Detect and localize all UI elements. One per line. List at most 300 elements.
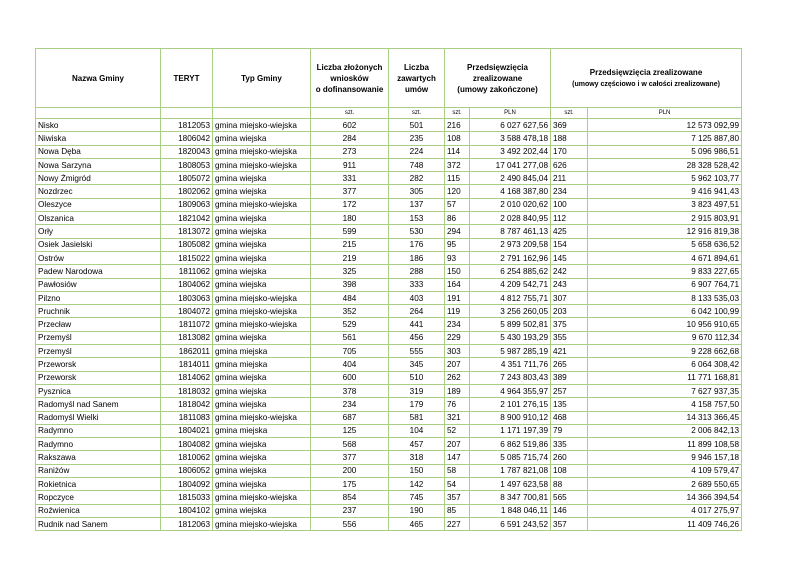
cell-contracts: 456 xyxy=(389,331,445,344)
table-row xyxy=(36,225,742,238)
cell-applications: 378 xyxy=(311,384,389,397)
cell-type: gmina wiejska xyxy=(213,172,311,185)
cell-all-pln: 9 228 662,68 xyxy=(588,345,742,358)
cell-all-pln: 8 133 535,03 xyxy=(588,291,742,304)
cell-contracts: 264 xyxy=(389,305,445,318)
cell-type: gmina wiejska xyxy=(213,238,311,251)
cell-contracts: 150 xyxy=(389,464,445,477)
cell-completed-pln: 8 900 910,12 xyxy=(470,411,551,424)
cell-completed-count: 150 xyxy=(445,265,470,278)
cell-teryt: 1812053 xyxy=(161,119,213,132)
cell-completed-pln: 17 041 277,08 xyxy=(470,158,551,171)
cell-completed-pln: 6 027 627,56 xyxy=(470,119,551,132)
cell-name: Osiek Jasielski xyxy=(36,238,161,251)
table-row xyxy=(36,251,742,264)
table-row xyxy=(36,384,742,397)
cell-type: gmina miejsko-wiejska xyxy=(213,517,311,530)
cell-all-count: 626 xyxy=(551,158,588,171)
table-row xyxy=(36,212,742,225)
cell-applications: 561 xyxy=(311,331,389,344)
cell-all-count: 369 xyxy=(551,119,588,132)
cell-applications: 237 xyxy=(311,504,389,517)
cell-applications: 175 xyxy=(311,478,389,491)
cell-completed-pln: 3 588 478,18 xyxy=(470,132,551,145)
cell-type: gmina wiejska xyxy=(213,371,311,384)
header-completed-projects: Przedsięwzięcia zrealizowane (umowy zakończone) xyxy=(445,49,551,108)
cell-applications: 377 xyxy=(311,185,389,198)
cell-completed-pln: 4 812 755,71 xyxy=(470,291,551,304)
cell-all-pln: 7 125 887,80 xyxy=(588,132,742,145)
cell-all-count: 355 xyxy=(551,331,588,344)
cell-teryt: 1804062 xyxy=(161,278,213,291)
cell-all-count: 421 xyxy=(551,345,588,358)
cell-completed-count: 216 xyxy=(445,119,470,132)
table-row xyxy=(36,345,742,358)
cell-name: Nowa Dęba xyxy=(36,145,161,158)
table-row xyxy=(36,371,742,384)
cell-all-pln: 12 573 092,99 xyxy=(588,119,742,132)
cell-all-count: 468 xyxy=(551,411,588,424)
cell-teryt: 1815022 xyxy=(161,251,213,264)
cell-completed-pln: 6 591 243,52 xyxy=(470,517,551,530)
table-row xyxy=(36,185,742,198)
cell-completed-count: 357 xyxy=(445,491,470,504)
cell-type: gmina miejsko-wiejska xyxy=(213,119,311,132)
cell-all-pln: 9 833 227,65 xyxy=(588,265,742,278)
cell-completed-count: 164 xyxy=(445,278,470,291)
table-row xyxy=(36,158,742,171)
cell-type: gmina miejsko-wiejska xyxy=(213,145,311,158)
cell-completed-pln: 2 101 276,15 xyxy=(470,398,551,411)
cell-teryt: 1812063 xyxy=(161,517,213,530)
cell-teryt: 1810062 xyxy=(161,451,213,464)
cell-type: gmina wiejska xyxy=(213,278,311,291)
cell-all-count: 265 xyxy=(551,358,588,371)
cell-teryt: 1804102 xyxy=(161,504,213,517)
cell-applications: 600 xyxy=(311,371,389,384)
unit-all-count: szt. xyxy=(551,108,588,119)
table-row xyxy=(36,451,742,464)
cell-applications: 568 xyxy=(311,438,389,451)
cell-completed-count: 114 xyxy=(445,145,470,158)
cell-teryt: 1814062 xyxy=(161,371,213,384)
cell-all-pln: 28 328 528,42 xyxy=(588,158,742,171)
cell-completed-pln: 8 347 700,81 xyxy=(470,491,551,504)
cell-type: gmina miejsko-wiejska xyxy=(213,318,311,331)
cell-contracts: 142 xyxy=(389,478,445,491)
cell-all-pln: 2 689 550,65 xyxy=(588,478,742,491)
cell-contracts: 224 xyxy=(389,145,445,158)
cell-name: Niwiska xyxy=(36,132,161,145)
cell-completed-pln: 6 862 519,86 xyxy=(470,438,551,451)
cell-applications: 180 xyxy=(311,212,389,225)
cell-teryt: 1809063 xyxy=(161,198,213,211)
cell-applications: 854 xyxy=(311,491,389,504)
cell-applications: 599 xyxy=(311,225,389,238)
cell-name: Roźwienica xyxy=(36,504,161,517)
cell-teryt: 1818032 xyxy=(161,384,213,397)
cell-completed-pln: 8 787 461,13 xyxy=(470,225,551,238)
cell-contracts: 179 xyxy=(389,398,445,411)
cell-applications: 556 xyxy=(311,517,389,530)
cell-all-count: 79 xyxy=(551,424,588,437)
cell-contracts: 190 xyxy=(389,504,445,517)
cell-type: gmina wiejska xyxy=(213,438,311,451)
cell-completed-pln: 1 848 046,11 xyxy=(470,504,551,517)
cell-name: Pysznica xyxy=(36,384,161,397)
cell-completed-pln: 2 028 840,95 xyxy=(470,212,551,225)
cell-type: gmina wiejska xyxy=(213,185,311,198)
cell-teryt: 1806042 xyxy=(161,132,213,145)
cell-completed-count: 108 xyxy=(445,132,470,145)
cell-type: gmina wiejska xyxy=(213,464,311,477)
cell-contracts: 104 xyxy=(389,424,445,437)
cell-type: gmina miejsko-wiejska xyxy=(213,305,311,318)
cell-name: Przemyśl xyxy=(36,345,161,358)
cell-completed-count: 207 xyxy=(445,358,470,371)
cell-type: gmina miejska xyxy=(213,358,311,371)
cell-teryt: 1813082 xyxy=(161,331,213,344)
cell-all-pln: 7 627 937,35 xyxy=(588,384,742,397)
cell-all-pln: 11 771 168,81 xyxy=(588,371,742,384)
cell-contracts: 137 xyxy=(389,198,445,211)
cell-completed-pln: 4 168 387,80 xyxy=(470,185,551,198)
cell-name: Nozdrzec xyxy=(36,185,161,198)
cell-all-count: 389 xyxy=(551,371,588,384)
table-row xyxy=(36,411,742,424)
cell-teryt: 1815033 xyxy=(161,491,213,504)
cell-all-count: 154 xyxy=(551,238,588,251)
cell-all-count: 357 xyxy=(551,517,588,530)
cell-all-count: 260 xyxy=(551,451,588,464)
cell-applications: 911 xyxy=(311,158,389,171)
cell-completed-pln: 5 085 715,74 xyxy=(470,451,551,464)
cell-contracts: 530 xyxy=(389,225,445,238)
cell-contracts: 465 xyxy=(389,517,445,530)
cell-contracts: 288 xyxy=(389,265,445,278)
table-row xyxy=(36,291,742,304)
cell-name: Ostrów xyxy=(36,251,161,264)
cell-completed-count: 147 xyxy=(445,451,470,464)
cell-contracts: 403 xyxy=(389,291,445,304)
cell-completed-count: 294 xyxy=(445,225,470,238)
cell-all-pln: 9 670 112,34 xyxy=(588,331,742,344)
cell-contracts: 176 xyxy=(389,238,445,251)
cell-completed-pln: 5 899 502,81 xyxy=(470,318,551,331)
cell-all-count: 243 xyxy=(551,278,588,291)
cell-applications: 284 xyxy=(311,132,389,145)
cell-contracts: 333 xyxy=(389,278,445,291)
cell-name: Padew Narodowa xyxy=(36,265,161,278)
cell-type: gmina wiejska xyxy=(213,384,311,397)
cell-all-pln: 14 313 366,45 xyxy=(588,411,742,424)
cell-teryt: 1802062 xyxy=(161,185,213,198)
header-teryt: TERYT xyxy=(161,49,213,108)
cell-contracts: 457 xyxy=(389,438,445,451)
cell-all-count: 146 xyxy=(551,504,588,517)
header-applications-count: Liczba złożonych wniosków o dofinansowanie xyxy=(311,49,389,108)
cell-teryt: 1808053 xyxy=(161,158,213,171)
cell-completed-pln: 4 964 355,97 xyxy=(470,384,551,397)
cell-contracts: 282 xyxy=(389,172,445,185)
cell-applications: 404 xyxy=(311,358,389,371)
cell-all-pln: 6 907 764,71 xyxy=(588,278,742,291)
cell-type: gmina wiejska xyxy=(213,225,311,238)
table-row xyxy=(36,398,742,411)
cell-all-pln: 10 956 910,65 xyxy=(588,318,742,331)
cell-name: Radymno xyxy=(36,424,161,437)
table-row xyxy=(36,331,742,344)
cell-applications: 377 xyxy=(311,451,389,464)
unit-contracts: szt. xyxy=(389,108,445,119)
table-row xyxy=(36,358,742,371)
cell-name: Nowa Sarzyna xyxy=(36,158,161,171)
cell-all-pln: 4 671 894,61 xyxy=(588,251,742,264)
cell-teryt: 1803063 xyxy=(161,291,213,304)
cell-completed-pln: 1 497 623,58 xyxy=(470,478,551,491)
cell-type: gmina miejsko-wiejska xyxy=(213,411,311,424)
table-row xyxy=(36,517,742,530)
cell-completed-pln: 1 171 197,39 xyxy=(470,424,551,437)
cell-contracts: 748 xyxy=(389,158,445,171)
cell-contracts: 510 xyxy=(389,371,445,384)
unit-completed-count: szt. xyxy=(445,108,470,119)
cell-completed-count: 86 xyxy=(445,212,470,225)
table-row xyxy=(36,424,742,437)
cell-all-pln: 12 916 819,38 xyxy=(588,225,742,238)
cell-teryt: 1821042 xyxy=(161,212,213,225)
cell-all-count: 211 xyxy=(551,172,588,185)
cell-name: Przeworsk xyxy=(36,371,161,384)
table-row xyxy=(36,145,742,158)
cell-type: gmina miejsko-wiejska xyxy=(213,198,311,211)
cell-applications: 273 xyxy=(311,145,389,158)
cell-contracts: 318 xyxy=(389,451,445,464)
cell-all-pln: 4 109 579,47 xyxy=(588,464,742,477)
cell-completed-count: 234 xyxy=(445,318,470,331)
cell-contracts: 153 xyxy=(389,212,445,225)
cell-type: gmina wiejska xyxy=(213,132,311,145)
cell-all-count: 425 xyxy=(551,225,588,238)
cell-contracts: 501 xyxy=(389,119,445,132)
table-row xyxy=(36,438,742,451)
cell-all-count: 188 xyxy=(551,132,588,145)
cell-applications: 529 xyxy=(311,318,389,331)
municipalities-table xyxy=(35,48,742,531)
cell-type: gmina miejsko-wiejska xyxy=(213,291,311,304)
table-row xyxy=(36,278,742,291)
cell-completed-count: 303 xyxy=(445,345,470,358)
cell-name: Raniżów xyxy=(36,464,161,477)
table-row xyxy=(36,318,742,331)
cell-name: Rokietnica xyxy=(36,478,161,491)
cell-all-pln: 4 017 275,97 xyxy=(588,504,742,517)
cell-contracts: 441 xyxy=(389,318,445,331)
cell-name: Pawłosiów xyxy=(36,278,161,291)
cell-applications: 602 xyxy=(311,119,389,132)
cell-completed-count: 54 xyxy=(445,478,470,491)
table-row xyxy=(36,119,742,132)
cell-completed-count: 207 xyxy=(445,438,470,451)
cell-all-pln: 5 962 103,77 xyxy=(588,172,742,185)
cell-completed-pln: 3 492 202,44 xyxy=(470,145,551,158)
cell-completed-count: 93 xyxy=(445,251,470,264)
cell-contracts: 345 xyxy=(389,358,445,371)
cell-completed-pln: 7 243 803,43 xyxy=(470,371,551,384)
cell-completed-pln: 2 791 162,96 xyxy=(470,251,551,264)
cell-contracts: 745 xyxy=(389,491,445,504)
cell-contracts: 581 xyxy=(389,411,445,424)
table-row xyxy=(36,238,742,251)
cell-all-pln: 3 823 497,51 xyxy=(588,198,742,211)
cell-applications: 687 xyxy=(311,411,389,424)
cell-all-count: 203 xyxy=(551,305,588,318)
cell-contracts: 186 xyxy=(389,251,445,264)
cell-teryt: 1820043 xyxy=(161,145,213,158)
cell-teryt: 1862011 xyxy=(161,345,213,358)
cell-contracts: 555 xyxy=(389,345,445,358)
cell-completed-count: 262 xyxy=(445,371,470,384)
cell-type: gmina miejska xyxy=(213,345,311,358)
header-all-realized-projects: Przedsięwzięcia zrealizowane (umowy częściowo i w całości zrealizowane) xyxy=(551,49,742,108)
cell-name: Oleszyce xyxy=(36,198,161,211)
cell-completed-pln: 5 987 285,19 xyxy=(470,345,551,358)
cell-all-pln: 4 158 757,50 xyxy=(588,398,742,411)
cell-type: gmina wiejska xyxy=(213,251,311,264)
cell-name: Przemyśl xyxy=(36,331,161,344)
table-row xyxy=(36,464,742,477)
cell-teryt: 1804072 xyxy=(161,305,213,318)
cell-name: Olszanica xyxy=(36,212,161,225)
cell-all-pln: 9 946 157,18 xyxy=(588,451,742,464)
cell-teryt: 1805072 xyxy=(161,172,213,185)
cell-completed-count: 57 xyxy=(445,198,470,211)
cell-completed-count: 229 xyxy=(445,331,470,344)
cell-teryt: 1814011 xyxy=(161,358,213,371)
cell-type: gmina wiejska xyxy=(213,398,311,411)
cell-completed-pln: 4 351 711,76 xyxy=(470,358,551,371)
cell-all-pln: 11 899 108,58 xyxy=(588,438,742,451)
cell-teryt: 1811083 xyxy=(161,411,213,424)
cell-completed-pln: 1 787 821,08 xyxy=(470,464,551,477)
cell-all-count: 145 xyxy=(551,251,588,264)
cell-teryt: 1805082 xyxy=(161,238,213,251)
cell-name: Przecław xyxy=(36,318,161,331)
cell-name: Rudnik nad Sanem xyxy=(36,517,161,530)
cell-all-count: 100 xyxy=(551,198,588,211)
cell-teryt: 1811072 xyxy=(161,318,213,331)
unit-completed-pln: PLN xyxy=(470,108,551,119)
cell-name: Pilzno xyxy=(36,291,161,304)
cell-applications: 398 xyxy=(311,278,389,291)
cell-all-pln: 11 409 746,26 xyxy=(588,517,742,530)
table-row xyxy=(36,504,742,517)
unit-applications: szt. xyxy=(311,108,389,119)
cell-completed-count: 191 xyxy=(445,291,470,304)
cell-completed-count: 52 xyxy=(445,424,470,437)
cell-completed-count: 227 xyxy=(445,517,470,530)
cell-completed-pln: 2 010 020,62 xyxy=(470,198,551,211)
cell-all-pln: 5 658 636,52 xyxy=(588,238,742,251)
table-row xyxy=(36,478,742,491)
cell-name: Ropczyce xyxy=(36,491,161,504)
cell-type: gmina wiejska xyxy=(213,451,311,464)
cell-all-pln: 6 064 308,42 xyxy=(588,358,742,371)
header-municipality-name: Nazwa Gminy xyxy=(36,49,161,108)
cell-all-count: 112 xyxy=(551,212,588,225)
cell-completed-count: 95 xyxy=(445,238,470,251)
cell-completed-pln: 5 430 193,29 xyxy=(470,331,551,344)
cell-completed-count: 120 xyxy=(445,185,470,198)
cell-all-count: 135 xyxy=(551,398,588,411)
cell-completed-count: 58 xyxy=(445,464,470,477)
cell-all-count: 170 xyxy=(551,145,588,158)
cell-applications: 215 xyxy=(311,238,389,251)
table-row xyxy=(36,172,742,185)
cell-name: Rakszawa xyxy=(36,451,161,464)
cell-completed-pln: 2 973 209,58 xyxy=(470,238,551,251)
cell-type: gmina miejsko-wiejska xyxy=(213,158,311,171)
cell-applications: 200 xyxy=(311,464,389,477)
cell-all-count: 335 xyxy=(551,438,588,451)
cell-name: Pruchnik xyxy=(36,305,161,318)
cell-completed-pln: 6 254 885,62 xyxy=(470,265,551,278)
cell-name: Nowy Żmigród xyxy=(36,172,161,185)
cell-teryt: 1813072 xyxy=(161,225,213,238)
cell-contracts: 305 xyxy=(389,185,445,198)
cell-type: gmina wiejska xyxy=(213,212,311,225)
cell-all-pln: 2 006 842,13 xyxy=(588,424,742,437)
cell-name: Radomyśl nad Sanem xyxy=(36,398,161,411)
table-row xyxy=(36,305,742,318)
cell-teryt: 1818042 xyxy=(161,398,213,411)
cell-all-count: 307 xyxy=(551,291,588,304)
table-row xyxy=(36,132,742,145)
cell-type: gmina wiejska xyxy=(213,331,311,344)
units-row xyxy=(36,108,742,119)
cell-teryt: 1811062 xyxy=(161,265,213,278)
cell-applications: 125 xyxy=(311,424,389,437)
unit-all-pln: PLN xyxy=(588,108,742,119)
cell-all-pln: 6 042 100,99 xyxy=(588,305,742,318)
cell-teryt: 1806052 xyxy=(161,464,213,477)
cell-applications: 234 xyxy=(311,398,389,411)
table-row xyxy=(36,265,742,278)
cell-completed-count: 372 xyxy=(445,158,470,171)
cell-teryt: 1804082 xyxy=(161,438,213,451)
cell-all-pln: 5 096 986,51 xyxy=(588,145,742,158)
cell-all-pln: 9 416 941,43 xyxy=(588,185,742,198)
cell-type: gmina wiejska xyxy=(213,478,311,491)
cell-all-count: 108 xyxy=(551,464,588,477)
cell-completed-count: 321 xyxy=(445,411,470,424)
cell-completed-pln: 3 256 260,05 xyxy=(470,305,551,318)
cell-type: gmina miejska xyxy=(213,424,311,437)
cell-completed-count: 115 xyxy=(445,172,470,185)
header-municipality-type: Typ Gminy xyxy=(213,49,311,108)
cell-contracts: 319 xyxy=(389,384,445,397)
cell-teryt: 1804092 xyxy=(161,478,213,491)
cell-name: Nisko xyxy=(36,119,161,132)
cell-completed-count: 119 xyxy=(445,305,470,318)
cell-type: gmina wiejska xyxy=(213,504,311,517)
cell-all-pln: 2 915 803,91 xyxy=(588,212,742,225)
cell-applications: 325 xyxy=(311,265,389,278)
cell-applications: 219 xyxy=(311,251,389,264)
cell-all-count: 565 xyxy=(551,491,588,504)
cell-completed-pln: 4 209 542,71 xyxy=(470,278,551,291)
cell-all-count: 257 xyxy=(551,384,588,397)
